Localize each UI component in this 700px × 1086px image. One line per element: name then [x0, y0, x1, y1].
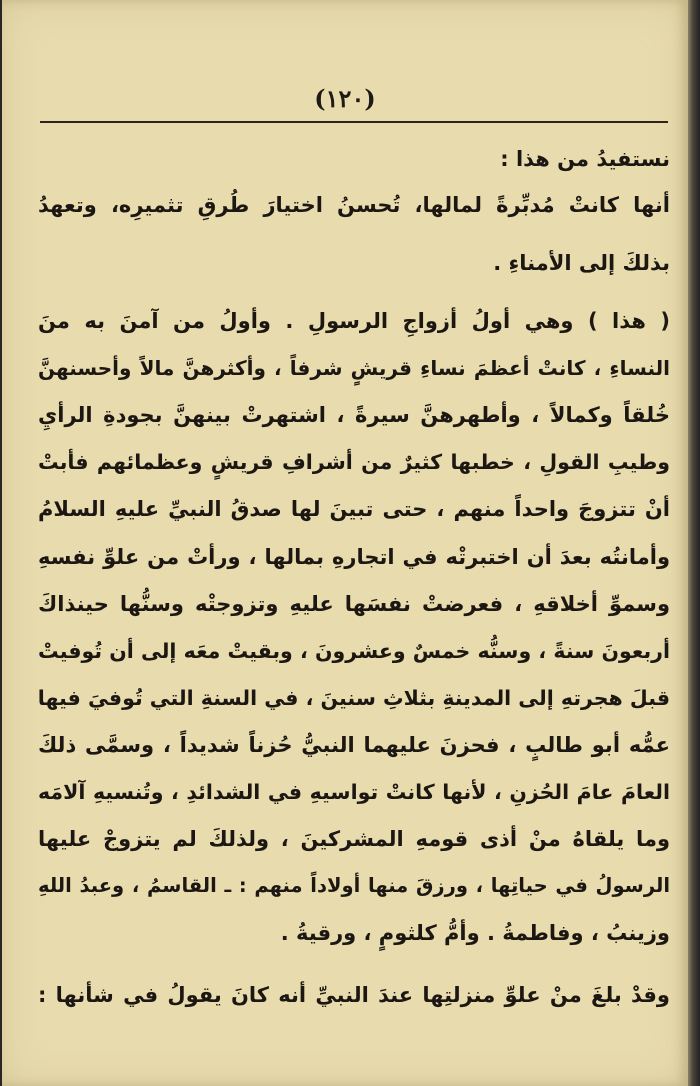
text-line: أنْ تتزوجَ واحداً منهم ، حتى تبينَ لها صدقُ النبيِّ عليهِ السلامُ	[38, 497, 670, 521]
text-line: أربعونَ سنةً ، وسنُّه خمسٌ وعشرونَ ، وبقيتْ معَه إلى أن تُوفيتْ	[38, 639, 670, 663]
page-number: (١٢٠)	[314, 84, 376, 113]
text-line: العامَ عامَ الحُزنِ ، لأنها كانتْ تواسيهِ في الشدائدِ ، وتُنسيهِ آلامَه	[38, 780, 670, 804]
text-line: وقدْ بلغَ منْ علوِّ منزلتِها عندَ النبيِّ أنه كانَ يقولُ في شأنها :	[38, 983, 670, 1007]
text-line: قبلَ هجرتهِ إلى المدينةِ بثلاثِ سنينَ ، في السنةِ التي تُوفيَ فيها	[37, 686, 670, 710]
header-rule	[40, 121, 668, 123]
text-line: وأمانتُه بعدَ أن اختبرتْه في اتجارهِ بمالها ، ورأتْ من علوِّ نفسهِ	[38, 545, 670, 569]
text-line: خُلقاً وكمالاً ، وأطهرهنَّ سيرةً ، اشتهرتْ بينهنَّ بجودةِ الرأيِ	[38, 403, 670, 427]
heading-line: نستفيدُ من هذا :	[500, 147, 670, 171]
text-line: النساءِ ، كانتْ أعظمَ نساءِ قريشٍ شرفاً ، وأكثرهنَّ مالاً وأحسنهنَّ	[38, 356, 670, 380]
text-line: الرسولُ في حياتِها ، ورزقَ منها أولاداً منهم : ـ القاسمُ ، وعبدُ اللهِ	[38, 874, 670, 897]
text-line: أنها كانتْ مُدبِّرةً لمالها، تُحسنُ اختيارَ طُرقِ تثميرِه، وتعهدُ	[38, 193, 670, 217]
text-line: وما يلقاهُ منْ أذى قومهِ المشركينَ ، ولذلكَ لم يتزوجْ عليها	[38, 827, 670, 851]
text-line: بذلكَ إلى الأمناءِ .	[493, 251, 670, 275]
book-page	[2, 0, 688, 1086]
text-line: وطيبِ القولِ ، خطبها كثيرٌ من أشرافِ قريشٍ وعظمائهم فأبتْ	[38, 450, 670, 474]
text-line: ( هذا ) وهي أولُ أزواجِ الرسولِ . وأولُ من آمنَ به منَ	[38, 309, 670, 333]
text-line: وزينبُ ، وفاطمةُ . وأمُّ كلثومٍ ، ورقيةُ .	[280, 921, 670, 945]
book-spine	[688, 0, 700, 1086]
text-line: عمُّه أبو طالبٍ ، فحزنَ عليهما النبيُّ حُزناً شديداً ، وسمَّى ذلكَ	[38, 733, 670, 757]
text-line: وسموِّ أخلاقهِ ، فعرضتْ نفسَها عليهِ وتزوجتْه وسنُّها حينذاكَ	[38, 592, 670, 616]
